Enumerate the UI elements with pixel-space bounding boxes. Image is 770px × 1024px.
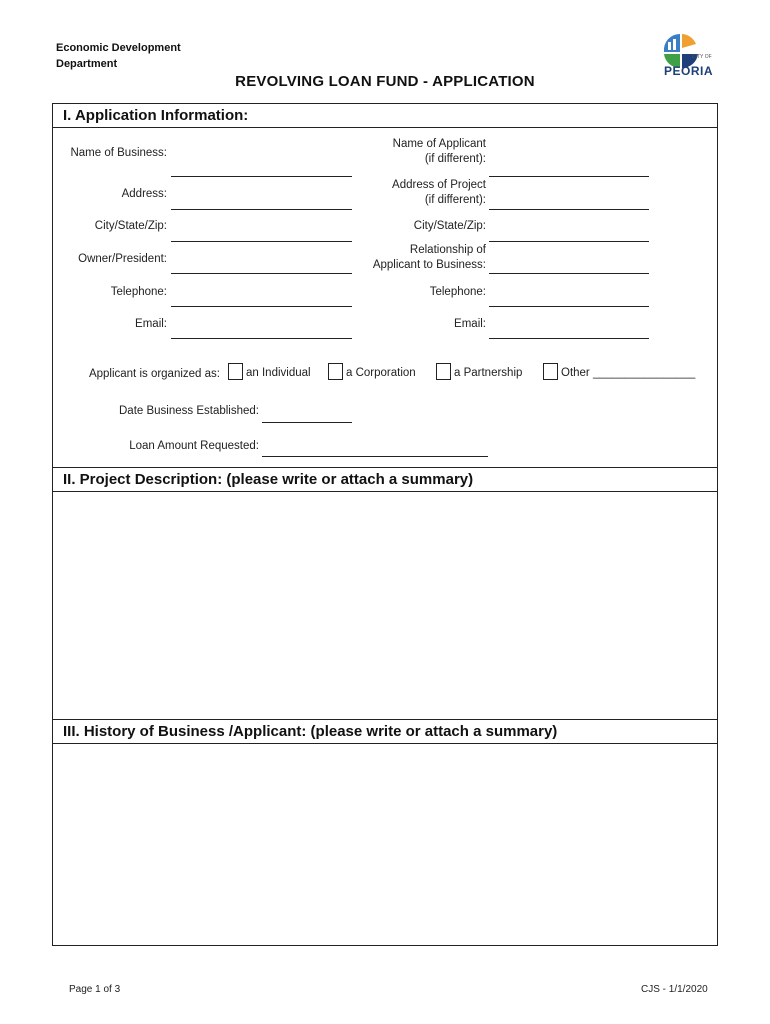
loan-amount-label: Loan Amount Requested: — [129, 440, 259, 452]
date-established-label: Date Business Established: — [119, 405, 259, 417]
business-name-field[interactable] — [171, 176, 352, 177]
other-option-label: Other ________________ — [561, 367, 696, 379]
applicant-name-field[interactable] — [489, 176, 649, 177]
document-title: REVOLVING LOAN FUND - APPLICATION — [235, 73, 535, 90]
city-state-zip-field[interactable] — [171, 241, 352, 242]
owner-president-label: Owner/President: — [78, 253, 167, 265]
section-3-heading: III. History of Business /Applicant: (please write or attach a summary) — [53, 720, 717, 744]
page-number: Page 1 of 3 — [69, 984, 121, 995]
applicant-email-label: Email: — [454, 318, 486, 330]
partnership-option-label: a Partnership — [454, 367, 523, 379]
department-line-1: Economic Development — [56, 42, 181, 54]
partnership-checkbox[interactable] — [436, 363, 451, 380]
business-name-label: Name of Business: — [70, 147, 167, 159]
telephone-label: Telephone: — [110, 286, 167, 298]
email-label: Email: — [135, 318, 167, 330]
department-name — [56, 40, 181, 72]
section-business-history — [52, 719, 718, 946]
applicant-name-label: Name of Applicant (if different): — [392, 138, 486, 165]
individual-option-label: an Individual — [246, 367, 311, 379]
applicant-telephone-field[interactable] — [489, 306, 649, 307]
business-history-area[interactable] — [53, 744, 717, 944]
owner-president-field[interactable] — [171, 273, 352, 274]
project-description-area[interactable] — [53, 492, 717, 718]
section-project-description — [52, 467, 718, 720]
city-state-zip-label: City/State/Zip: — [94, 220, 167, 232]
document-code: CJS - 1/1/2020 — [641, 984, 708, 995]
section-2-heading: II. Project Description: (please write or attach a summary) — [53, 468, 717, 492]
project-city-state-zip-field[interactable] — [489, 241, 649, 242]
other-checkbox[interactable] — [543, 363, 558, 380]
address-field[interactable] — [171, 209, 352, 210]
project-address-field[interactable] — [489, 209, 649, 210]
telephone-field[interactable] — [171, 306, 352, 307]
individual-checkbox[interactable] — [228, 363, 243, 380]
corporation-option-label: a Corporation — [346, 367, 416, 379]
department-line-2: Department — [56, 58, 118, 70]
loan-amount-field[interactable] — [262, 456, 488, 457]
section-1-heading: I. Application Information: — [53, 104, 717, 128]
organized-as-label: Applicant is organized as: — [88, 368, 220, 380]
corporation-checkbox[interactable] — [328, 363, 343, 380]
date-established-field[interactable] — [262, 422, 352, 423]
logo-small-text: CITY OF — [692, 54, 712, 60]
applicant-telephone-label: Telephone: — [429, 286, 486, 298]
logo-city-name: PEORIA — [664, 64, 714, 78]
project-city-state-zip-label: City/State/Zip: — [413, 220, 486, 232]
address-label: Address: — [121, 188, 167, 200]
project-address-label: Address of Project (if different): — [392, 179, 486, 206]
relationship-label: Relationship of Applicant to Business: — [372, 244, 486, 271]
email-field[interactable] — [171, 338, 352, 339]
applicant-email-field[interactable] — [489, 338, 649, 339]
relationship-field[interactable] — [489, 273, 649, 274]
